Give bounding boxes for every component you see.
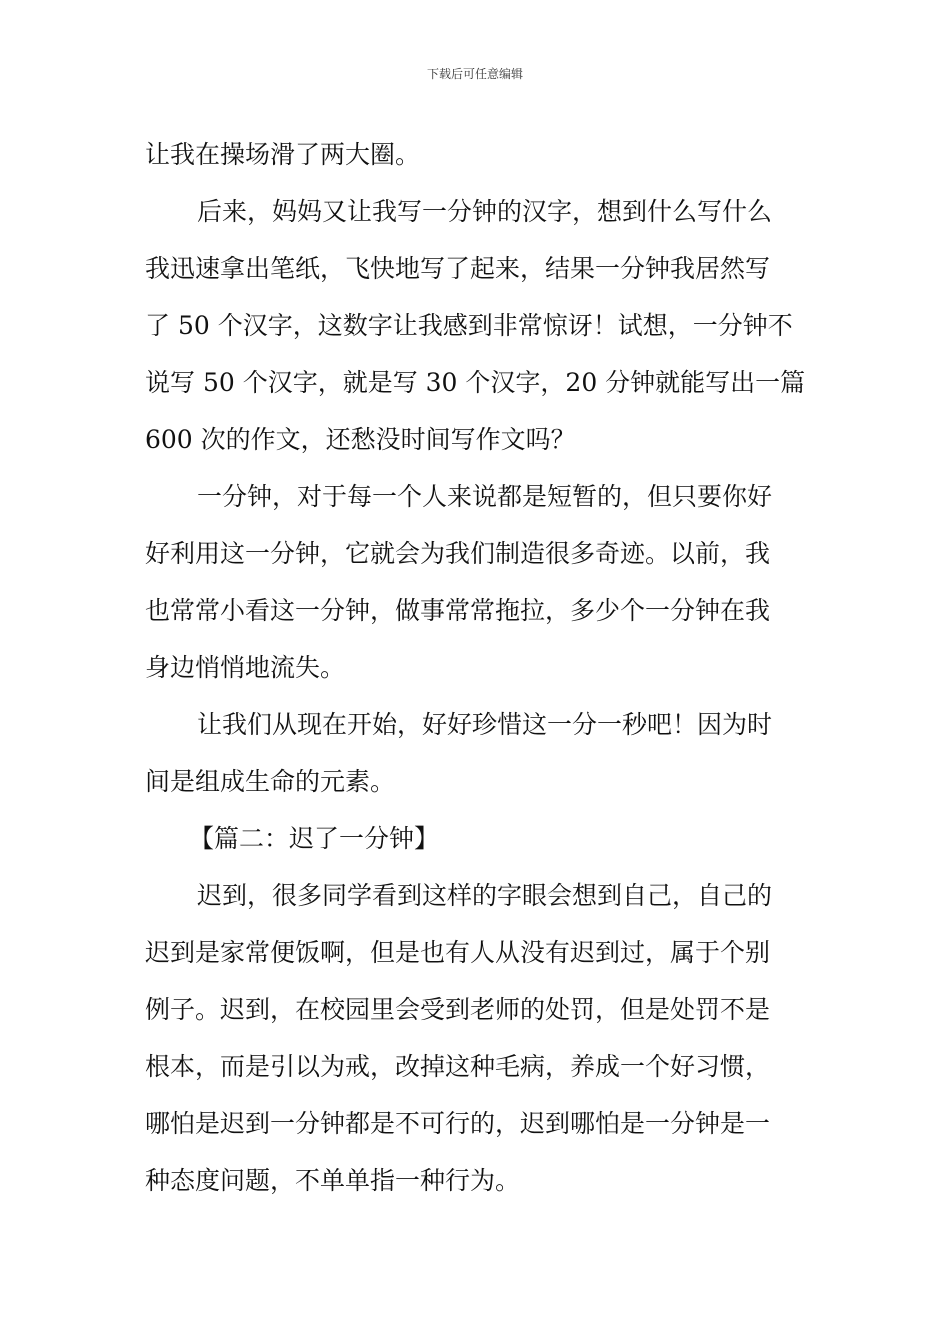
text-line: 根本，而是引以为戒，改掉这种毛病，养成一个好习惯， bbox=[145, 1052, 771, 1081]
text-line: 让我们从现在开始，好好珍惜这一分一秒吧！因为时 bbox=[197, 710, 773, 739]
text-line: 600 次的作文，还愁没时间写作文吗？ bbox=[145, 425, 576, 454]
text-line: 我迅速拿出笔纸，飞快地写了起来，结果一分钟我居然写 bbox=[145, 254, 771, 283]
text-line: 让我在操场滑了两大圈。 bbox=[145, 140, 421, 169]
text-line: 间是组成生命的元素。 bbox=[145, 767, 396, 796]
text-line: 了 50 个汉字，这数字让我感到非常惊讶！试想，一分钟不 bbox=[145, 311, 793, 340]
section-heading: 【篇二：迟了一分钟】 bbox=[189, 824, 440, 853]
text-line: 后来，妈妈又让我写一分钟的汉字，想到什么写什么 bbox=[197, 197, 773, 226]
text-line: 迟到是家常便饭啊，但是也有人从没有迟到过，属于个别 bbox=[145, 938, 771, 967]
text-line: 一分钟，对于每一个人来说都是短暂的，但只要你好 bbox=[197, 482, 773, 511]
text-line: 说写 50 个汉字，就是写 30 个汉字，20 分钟就能写出一篇 bbox=[145, 368, 806, 397]
text-line: 种态度问题，不单单指一种行为。 bbox=[145, 1166, 521, 1195]
page-header: 下载后可任意编辑 bbox=[426, 67, 523, 81]
text-line: 好利用这一分钟，它就会为我们制造很多奇迹。以前，我 bbox=[145, 539, 771, 568]
text-line: 迟到，很多同学看到这样的字眼会想到自己，自己的 bbox=[197, 881, 773, 910]
text-line: 哪怕是迟到一分钟都是不可行的，迟到哪怕是一分钟是一 bbox=[145, 1109, 771, 1138]
text-line: 身边悄悄地流失。 bbox=[145, 653, 346, 682]
text-line: 也常常小看这一分钟，做事常常拖拉，多少个一分钟在我 bbox=[145, 596, 771, 625]
document-body bbox=[145, 126, 807, 1209]
text-line: 例子。迟到，在校园里会受到老师的处罚，但是处罚不是 bbox=[145, 995, 771, 1024]
